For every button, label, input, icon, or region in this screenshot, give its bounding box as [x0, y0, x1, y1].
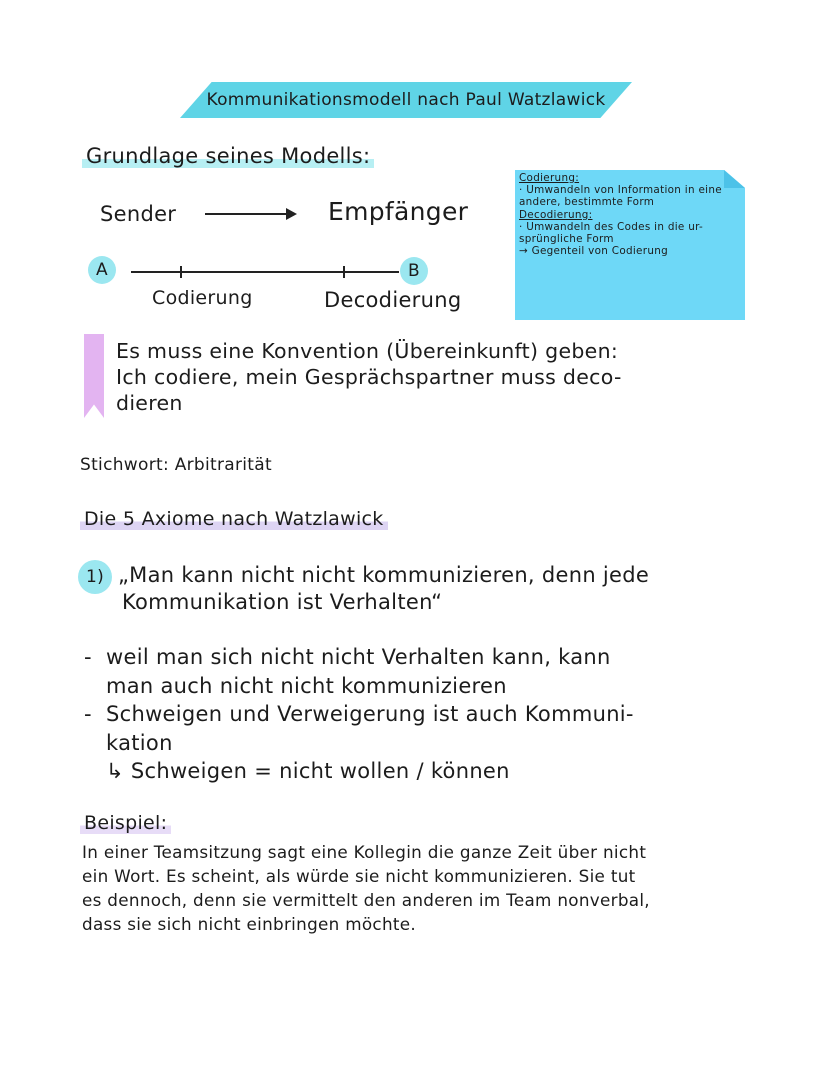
list-item: [84, 643, 744, 672]
bookmark-icon: [84, 334, 104, 418]
dash-bullet: -: [84, 702, 92, 726]
axiom-1-line-1: „Man kann nicht nicht kommunizieren, denn jede: [118, 563, 650, 587]
decodierung-label: Decodierung: [324, 288, 462, 312]
axiom-number-badge: 1): [78, 560, 112, 594]
sticky-line-7: → Gegenteil von Codierung: [519, 245, 668, 258]
list-item: [84, 700, 744, 729]
bullet-1-line-2: man auch nicht nicht kommunizieren: [106, 673, 507, 698]
sticky-line-2: · Umwandeln von Information in eine: [519, 184, 722, 197]
point-a-badge: A: [88, 256, 116, 284]
grundlage-heading-text: Grundlage seines Modells:: [82, 144, 374, 168]
axiom-1-text: [118, 562, 718, 616]
konvention-line-1: Es muss eine Konvention (Übereinkunft) geben:: [116, 339, 619, 363]
beispiel-text: [82, 840, 762, 936]
beispiel-line-2: ein Wort. Es scheint, als würde sie nicht kommunizieren. Sie tut: [82, 866, 636, 886]
point-b-badge: B: [400, 257, 428, 285]
konvention-line-2: Ich codiere, mein Gesprächspartner muss deco-: [116, 365, 622, 389]
bullet-2-line-3: ↳ Schweigen = nicht wollen / können: [106, 759, 510, 783]
bullet-2-line-2: kation: [106, 730, 173, 755]
page-title: Kommunikationsmodell nach Paul Watzlawick: [206, 90, 606, 110]
beispiel-line-3: es dennoch, denn sie vermittelt den anderen im Team nonverbal,: [82, 890, 650, 910]
bullet-1-line-1: weil man sich nicht nicht Verhalten kann, kann: [106, 645, 611, 669]
arrow-right-icon: [286, 208, 297, 220]
beispiel-line-4: dass sie sich nicht einbringen möchte.: [82, 914, 417, 934]
sticky-line-5: · Umwandeln des Codes in die ur-: [519, 220, 704, 233]
empfaenger-label: Empfänger: [328, 197, 469, 226]
sticky-line-4: Decodierung:: [519, 208, 593, 221]
explanation-list: [84, 643, 744, 786]
sticky-note-text: [519, 172, 741, 257]
timeline-tick-decodierung: [343, 266, 345, 278]
beispiel-heading-text: Beispiel:: [80, 812, 171, 834]
sticky-line-3: andere, bestimmte Form: [519, 196, 655, 209]
beispiel-heading: [80, 812, 171, 834]
stichwort-text: Stichwort: Arbitrarität: [80, 455, 272, 475]
konvention-text: [116, 338, 736, 416]
axiome-heading: [80, 508, 388, 530]
axiom-1-line-2: Kommunikation ist Verhalten“: [122, 590, 443, 614]
dash-bullet: -: [84, 645, 92, 669]
timeline-line: [131, 271, 399, 273]
sticky-line-6: sprüngliche Form: [519, 233, 614, 246]
bullet-2-line-1: Schweigen und Verweigerung ist auch Kommuni-: [106, 702, 634, 726]
sender-label: Sender: [100, 202, 177, 226]
arrow-line: [205, 213, 287, 215]
timeline-tick-codierung: [180, 266, 182, 278]
axiome-heading-text: Die 5 Axiome nach Watzlawick: [80, 508, 388, 530]
konvention-line-3: dieren: [116, 391, 183, 415]
codierung-label: Codierung: [152, 287, 253, 309]
sticky-line-1: Codierung:: [519, 172, 580, 184]
beispiel-line-1: In einer Teamsitzung sagt eine Kollegin die ganze Zeit über nicht: [82, 842, 647, 862]
grundlage-heading: [82, 144, 374, 168]
